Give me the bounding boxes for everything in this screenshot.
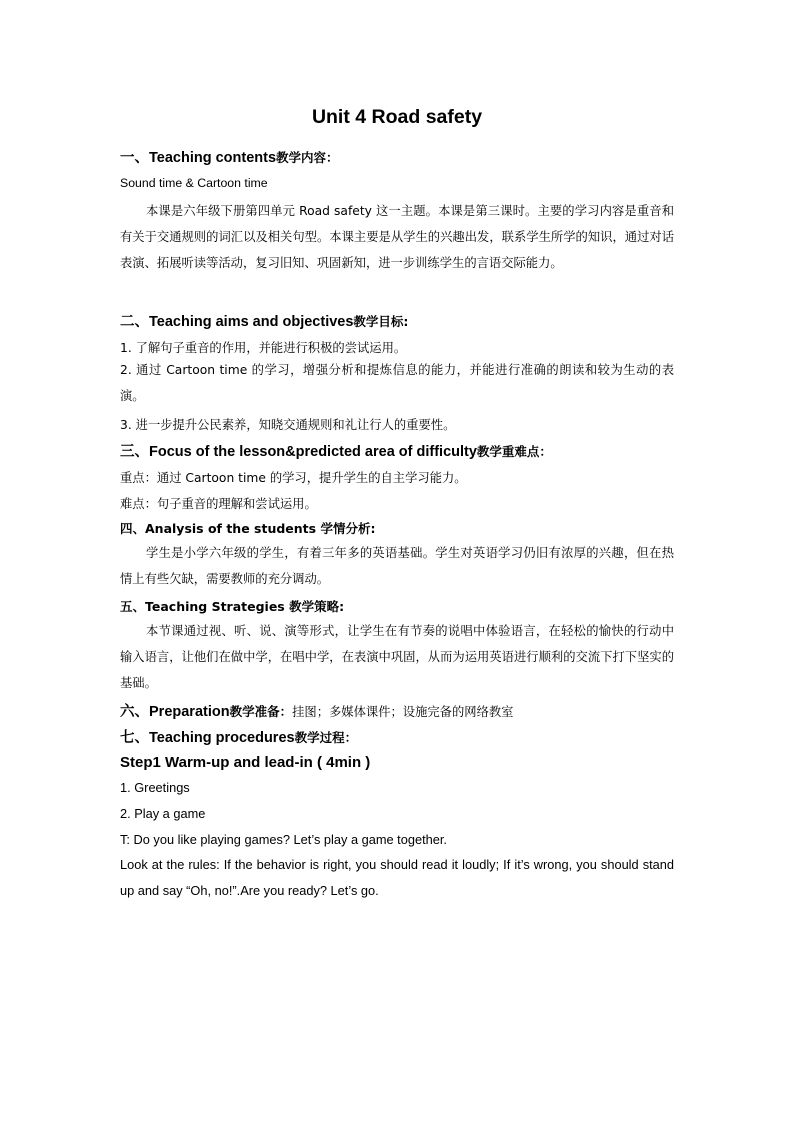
paragraph: 本课是六年级下册第四单元 Road safety 这一主题。本课是第三课时。主要的学习内容是重音和有关于交通规则的词汇以及相关句型。本课主要是从学生的兴趣出发，联系学生所学的知识，通过对话表演、拓展听读等活动，复习旧知、巩固新知，进一步训练学生的言语交际能力。 bbox=[120, 204, 674, 270]
subtitle-line: Sound time & Cartoon time bbox=[120, 176, 268, 190]
list-item: 1. 了解句子重音的作用，并能进行积极的尝试运用。 bbox=[120, 341, 407, 355]
section-heading-strategies: 五、Teaching Strategies 教学策略: bbox=[120, 599, 345, 614]
section-heading-preparation bbox=[120, 700, 674, 721]
paragraph: 本节课通过视、听、说、演等形式，让学生在有节奏的说唱中体验语言，在轻松的愉快的行动中输入语言，让他们在做中学，在唱中学，在表演中巩固，从而为运用英语进行顺利的交流下打下坚实的基础。 bbox=[120, 624, 674, 690]
list-item: 1. Greetings bbox=[120, 780, 190, 795]
heading-text-cn: 教学过程： bbox=[294, 730, 358, 745]
list-item: 2. Play a game bbox=[120, 806, 206, 821]
list-item: 3. 进一步提升公民素养，知晓交通规则和礼让行人的重要性。 bbox=[120, 418, 456, 432]
section-heading-aims bbox=[120, 310, 674, 331]
paragraph: 学生是小学六年级的学生，有着三年多的英语基础。学生对英语学习仍旧有浓厚的兴趣，但在热情上有些欠缺，需要教师的充分调动。 bbox=[120, 546, 674, 586]
heading-text-cn: 教学准备： bbox=[229, 704, 293, 719]
focus-line: 重点：通过 Cartoon time 的学习，提升学生的自主学习能力。 bbox=[120, 471, 467, 485]
dialogue-line: T: Do you like playing games? Let’s play a game together. bbox=[120, 832, 447, 847]
difficulty-line: 难点：句子重音的理解和尝试运用。 bbox=[120, 497, 317, 511]
heading-text-cn: 教学目标: bbox=[353, 314, 409, 329]
section-heading-focus bbox=[120, 440, 674, 461]
heading-text: 六、Preparation bbox=[120, 704, 230, 720]
document-title: Unit 4 Road safety bbox=[311, 106, 483, 128]
list-item: 2. 通过 Cartoon time 的学习，增强分析和提炼信息的能力，并能进行准确的朗读和较为生动的表演。 bbox=[120, 363, 674, 403]
section-heading-analysis: 四、Analysis of the students 学情分析: bbox=[120, 521, 376, 536]
heading-text: 一、Teaching contents bbox=[120, 150, 277, 166]
heading-text-cn: 教学内容： bbox=[276, 150, 339, 165]
preparation-text: 挂图；多媒体课件；设施完备的网络教室 bbox=[292, 705, 514, 719]
heading-text-cn: 教学重难点： bbox=[476, 444, 552, 459]
heading-text: 二、Teaching aims and objectives bbox=[120, 314, 354, 330]
heading-text: 七、Teaching procedures bbox=[120, 730, 295, 746]
heading-text: 三、Focus of the lesson&predicted area of difficulty bbox=[120, 444, 477, 460]
rules-paragraph: Look at the rules: If the behavior is right, you should read it loudly; If it’s wrong, you should stand up and say “Oh, no!”.Are you ready? Let’s go. bbox=[120, 857, 674, 898]
section-heading-procedures bbox=[120, 726, 674, 747]
step-heading: Step1 Warm-up and lead-in ( 4min ) bbox=[120, 754, 371, 771]
section-heading-teaching-contents bbox=[120, 146, 674, 167]
